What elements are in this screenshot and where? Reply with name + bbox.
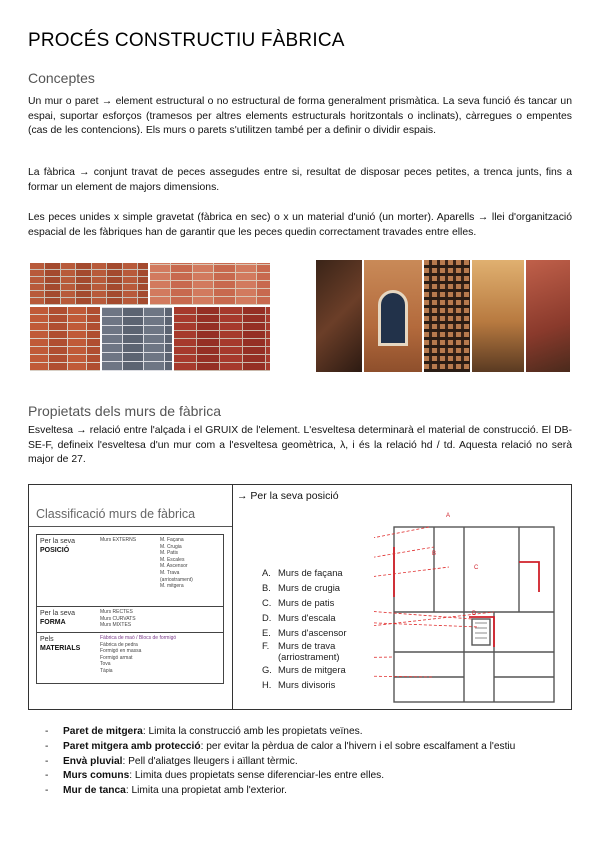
paragraph-esveltesa: Esveltesa → relació entre l'alçada i el GRUIX de l'element. L'esveltesa determinarà el material de construcció. El DB-SE-F, defineix l'esveltesa d'un mur com a l'esveltesa geomètrica, λ, i és la relació hd / td. Aquesta relació no serà major de 27.	[28, 425, 572, 466]
brick-photo	[174, 307, 270, 371]
classification-title: Classificació murs de fàbrica	[36, 507, 196, 521]
classification-row: Per la seva POSICIÓ Murs EXTERNS M. Façana M. Crugia M. Patis M. Escales M. Ascensor M. Trava (arriostrament) M. mitgera	[37, 535, 223, 607]
brick-photo	[150, 263, 270, 305]
architecture-photo	[526, 260, 570, 372]
list-item: E. Murs d'ascensor	[262, 627, 347, 638]
architecture-photo	[424, 260, 470, 372]
architecture-photo	[316, 260, 362, 372]
list-item: - Mur de tanca: Limita una propietat amb l'exterior.	[45, 785, 287, 797]
svg-text:C: C	[474, 565, 479, 571]
svg-text:A: A	[446, 513, 451, 519]
paragraph-peces: Les peces unides x simple gravetat (fàbrica en sec) o x un material d'unió (un morter). Aparells → llei d'organització espacial de les fàbriques han de garantir que les peces quedin correctament travades entre elles.	[28, 212, 572, 238]
svg-text:D: D	[472, 611, 477, 617]
page-title: PROCÉS CONSTRUCTIU FÀBRICA	[28, 30, 345, 51]
brick-photo	[30, 263, 148, 305]
list-item: A. Murs de façana	[262, 567, 343, 578]
list-item: - Paret de mitgera: Limita la construcció amb les propietats veïnes.	[45, 726, 363, 737]
svg-text:B: B	[432, 551, 437, 557]
architecture-photo-collage	[316, 260, 570, 372]
brick-photo	[102, 307, 172, 371]
section-heading-conceptes: Conceptes	[28, 70, 95, 86]
architecture-photo	[364, 260, 422, 372]
list-item: G. Murs de mitgera	[262, 664, 346, 675]
definitions-list	[45, 725, 515, 799]
classification-box	[28, 484, 572, 710]
list-item: - Paret mitgera amb protecció: per evitar la pèrdua de calor a l'hivern i el sobre escalfament a l'estiu	[45, 740, 516, 752]
position-title: → Per la seva posició	[237, 490, 339, 502]
architecture-photo	[472, 260, 524, 372]
classification-row: Pels MATERIALS Fàbrica de maó / Blocs de formigó Fàbrica de pedra Formigó en massa Formigó armat Tova Tàpia	[40, 635, 177, 674]
paragraph-fabrica: La fàbrica → conjunt travat de peces assegudes entre si, resultat de disposar peces petites, a trenca junts, fins a formar un element de majors dimensions.	[28, 167, 572, 193]
list-item: - Murs comuns: Limita dues propietats sense diferenciar-les entre elles.	[45, 770, 385, 782]
list-item: F. Murs de trava	[262, 640, 336, 651]
list-item: (arriostrament)	[278, 651, 340, 662]
classification-row: Per la seva FORMA Murs RECTES Murs CURVATS Murs MIXTES	[37, 607, 223, 633]
brick-photo	[30, 307, 100, 371]
list-item: H. Murs divisoris	[262, 679, 336, 690]
list-item: C. Murs de patis	[262, 597, 335, 608]
section-heading-propietats: Propietats dels murs de fàbrica	[28, 403, 221, 419]
paragraph-mur: Un mur o paret → element estructural o no estructural de forma generalment prismàtica. La seva funció és tancar un espai, suportar esforços (tramesos per altres elements estructurals horitzontals o inclinats), càrregues o empentes (cas de les contencions). Els murs o parets s'utilitzen també per a definir o dividir espais.	[28, 96, 572, 137]
list-item: B. Murs de crugia	[262, 582, 341, 593]
brick-photo-collage	[30, 263, 270, 371]
floor-plan-diagram	[374, 507, 569, 707]
list-item: - Envà pluvial: Pell d'aliatges lleugers i aïllant tèrmic.	[45, 755, 298, 767]
list-item: D. Murs d'escala	[262, 612, 336, 623]
position-list	[262, 565, 346, 692]
classification-table	[36, 534, 224, 684]
